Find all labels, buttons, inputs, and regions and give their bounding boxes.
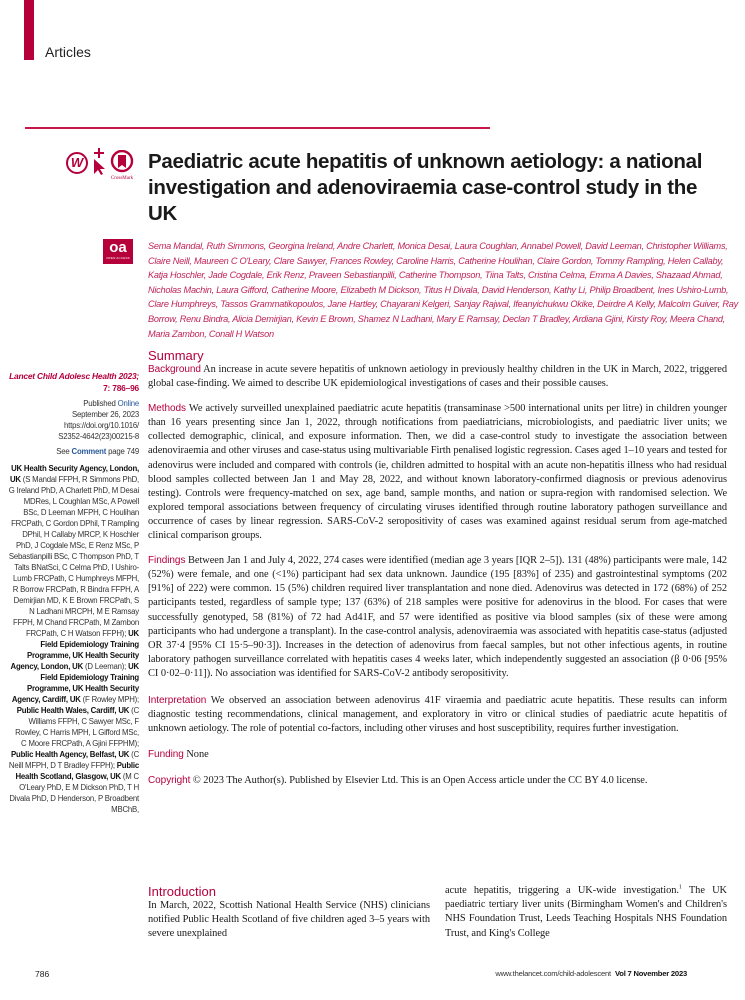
methods-text: We actively surveilled unexplained paediatric acute hepatitis (transaminase >500 international units per litre) in children younger than 16 years presenting since Jan 1, 2022, through notifications from paediatricians, microbiologists, and paediatric liver units; we collected demographic, clinical, and exposure information. Then, we did a case-control study to investigate the association between adenoviraemia and other viruses and case-status using multivariable Firth penalised logistic regression. Cases aged 1–10 years and tested for adenovirus were included and compared with controls (ie, children admitted to hospital with an acute non-hepatitis illness who had residual blood samples collected between Jan 1 and May 28, 2022, and without known laboratory-confirmed diagnosis or previous adenovirus testing). Controls were frequency-matched on sex, age band, sample months, and nation or supra-region with randomised selection. We explored temporal associations between frequency of circulating viruses identified through routine laboratory pathogen surveillance and occurrence of cases by linear regression. SARS-CoV-2 seropositivity of cases was examined against residual serum from age-matched clinical comparison groups. bbox=[148, 403, 727, 542]
article-title: Paediatric acute hepatitis of unknown aetiology: a national investigation and adenoviraemia case-control study in the UK bbox=[148, 150, 703, 225]
doi-link[interactable] bbox=[8, 420, 139, 442]
summary-copyright bbox=[148, 774, 727, 788]
page-number: 786 bbox=[35, 969, 50, 979]
affiliation-people: (C Neill MFPH, D T Bradley FFPH); bbox=[8, 750, 139, 770]
crossmark-icon[interactable] bbox=[110, 150, 134, 180]
published-date: September 26, 2023 bbox=[71, 410, 139, 419]
affiliation-people: (S Mandal FFPH, R Simmons PhD, G Ireland PhD, A Charlett PhD, M Desai MDRes, L Coughlan MSc, A Powell BSc, D Leeman MFPH, C Houlihan FRCPath, C Gordon DPhil, T Rampling DPhil, H Callaby MRCP, K Hoschler PhD, J Cogdale MSc, E Renz MSc, P Sebastianpilli BSc, C Thompson PhD, T Talts BNatSci, C Celma PhD, I Ushiro-Lumb FRCPath, C Humphreys MFPH, R Borrow FRCPath, R Bindra FFPH, A Demirjian MD, K E Brown FRCPath, S N Ladhani MRCPH, M E Ramsay FFPH, M Chand FRCPath, M Zambon FRCPath, C H Watson FFPH); bbox=[8, 475, 139, 638]
affiliation-org: Public Health Agency, Belfast, UK bbox=[11, 750, 130, 759]
section-accent-bar bbox=[24, 0, 34, 60]
publication-info bbox=[8, 398, 139, 442]
published-prefix: Published bbox=[83, 399, 118, 408]
author-list: Sema Mandal, Ruth Simmons, Georgina Ireland, Andre Charlett, Monica Desai, Laura Coughlan, Annabel Powell, David Leeman, Christopher Williams, Claire Neill, Maureen C O'Leary, Clare Sawyer, Frances Rowley, Caroline Harris, Catherine Houlihan, Claire Gordon, Tommy Rampling, Helen Callaby, Katja Hoschler, Jade Cogdale, Erik Renz, Praveen Sebastianpilli, Catherine Thompson, Tiina Talts, Cristina Celma, Emma A Davies, Shazaad Ahmad, Nicholas Machin, Laura Gifford, Catherine Moore, Elizabeth M Dickson, Titus H Divala, David Henderson, Kathy Li, Philip Broadbent, Ines Ushiro-Lumb, Clare Humphreys, Tassos Grammatikopoulos, Jane Hartley, Chayarani Kelgeri, Sanjay Rajwal, Ifeanyichukwu Okike, Deirdre A Kelly, Malcolm Guiver, Ray Borrow, Renu Bindra, Alicia Demirjian, Kevin E Brown, Shamez N Ladhani, Mary E Ramsay, Declan T Bradley, Ardiana Gjini, Kirsty Roy, Meera Chand, Maria Zambon, Conall H Watson bbox=[148, 241, 738, 339]
findings-label: Findings bbox=[148, 555, 186, 567]
funding-text: None bbox=[183, 749, 209, 761]
affiliation-org: UK Field Epidemiology Training Programme, UK Health Security Agency, London, UK bbox=[10, 629, 139, 671]
oa-sublabel: OPEN ACCESS bbox=[106, 256, 130, 260]
svg-text:CrossMark: CrossMark bbox=[110, 176, 134, 180]
affiliations bbox=[8, 463, 139, 815]
header-divider bbox=[25, 127, 490, 129]
introduction-section bbox=[148, 884, 727, 942]
funding-label: Funding bbox=[148, 749, 184, 761]
reference-link[interactable]: 1 bbox=[678, 884, 682, 891]
journal-citation bbox=[8, 370, 139, 394]
footer-journal-info bbox=[495, 969, 687, 978]
intro-column-2 bbox=[445, 884, 727, 942]
see-comment bbox=[8, 446, 139, 457]
intro-text-b: The UK paediatric tertiary liver units (Birmingham Women's and Children's NHS Foundation Trust, Leeds Teaching Hospitals NHS Foundation Trust, and King's College bbox=[445, 885, 728, 939]
affiliation-org: Public Health Scotland, Glasgow, UK bbox=[15, 761, 139, 781]
summary-findings bbox=[148, 554, 727, 681]
intro-paragraph-1: In March, 2022, Scottish National Health Service (NHS) clinicians notified Public Health Scotland of five children aged 3–5 years with severe unexplained bbox=[148, 900, 430, 940]
journal-volume-pages: 7: 786–96 bbox=[103, 383, 139, 393]
article-icons bbox=[66, 148, 136, 182]
introduction-heading: Introduction bbox=[148, 884, 216, 899]
w-comment-icon[interactable]: W bbox=[66, 152, 88, 174]
affiliation-people: (D Leeman); bbox=[83, 662, 129, 671]
intro-text-a: acute hepatitis, triggering a UK-wide investigation. bbox=[445, 885, 679, 896]
background-label: Background bbox=[148, 364, 201, 375]
journal-url[interactable]: www.thelancet.com/child-adolescent bbox=[495, 969, 611, 978]
published-line bbox=[8, 398, 139, 409]
section-label: Articles bbox=[45, 44, 91, 60]
intro-column-1 bbox=[148, 884, 430, 942]
affiliation-org: UK Field Epidemiology Training Programme, UK Health Security Agency, Cardiff, UK bbox=[11, 662, 139, 704]
open-access-icon bbox=[103, 239, 133, 264]
findings-text: Between Jan 1 and July 4, 2022, 274 cases were identified (median age 3 years [IQR 2–5]). 131 (48%) participants were male, 142 (52%) were female, and one (<1%) participant had sex data unknown. Jaundice (195 [83%] of 235) and gastrointestinal symptoms (202 [91%] of 222) were common. 15 (5%) children required liver transplantation and none died. Adenovirus was detected in 172 (68%) of 252 participants tested, regardless of sample type; 137 (63%) of 218 samples were positive for adenovirus in the blood. For cases that were successfully genotyped, 58 (81%) of 72 had Ad41F, and 57 were identified as positive via blood samples (six of these were among participants who had undergone a transplant). In the case-control analysis, adenoviraemia was associated with hepatitis case-status (adjusted OR 37·4 [95% CI 15·5–90·3]). Increases in the detection of adenovirus from faecal samples, but not other infectious agents, in routine laboratory pathogen surveillance correlated with hepatitis cases 4 weeks later, which independently suggested an association (β 0·06 [95% CI 0·02–0·11]). No association was identified for SARS-CoV-2 antibody seropositivity. bbox=[148, 555, 727, 679]
intro-paragraph-2 bbox=[445, 884, 727, 941]
see-suffix: page 749 bbox=[106, 447, 139, 456]
affiliation-people: (F Rowley MPH); bbox=[80, 695, 139, 704]
cursor-plus-icon[interactable] bbox=[91, 148, 107, 176]
interpretation-label: Interpretation bbox=[148, 694, 207, 706]
published-online-link[interactable]: Online bbox=[117, 399, 139, 408]
summary-interpretation bbox=[148, 694, 727, 736]
volume-issue: Vol 7 November 2023 bbox=[614, 969, 687, 978]
interpretation-text: We observed an association between adenovirus 41F viraemia and paediatric acute hepatitis. These results can inform diagnostic testing recommendations, clinical management, and exploratory in vitro or clinical studies of paediatric acute hepatitis of unknown aetiology. The role of potential co-factors, including other viruses and host susceptibility, requires further investigation. bbox=[148, 694, 727, 735]
affiliation-people: (C Williams FFPH, C Sawyer MSc, F Rowley, C Harris MPH, L Gifford MSc, C Moore FRCPath, A Gjini FFPHM); bbox=[15, 706, 139, 748]
summary-section bbox=[148, 349, 727, 788]
copyright-text: © 2023 The Author(s). Published by Elsevier Ltd. This is an Open Access article under the CC BY 4.0 license. bbox=[190, 775, 648, 787]
copyright-label: Copyright bbox=[148, 775, 191, 787]
doi-line-1[interactable]: https://doi.org/10.1016/ bbox=[64, 421, 139, 430]
article-sidebar bbox=[8, 370, 139, 815]
affiliation-org: UK Health Security Agency, London, UK bbox=[9, 464, 139, 484]
background-text: An increase in acute severe hepatitis of unknown aetiology in previously healthy children in the UK in March, 2022, triggered global case-finding. We aimed to describe UK epidemiological investigations of cases and their possible causes. bbox=[148, 364, 727, 390]
see-prefix: See bbox=[56, 447, 72, 456]
comment-link[interactable]: Comment bbox=[71, 447, 107, 456]
doi-line-2[interactable]: S2352-4642(23)00215-8 bbox=[58, 432, 139, 441]
summary-methods bbox=[148, 402, 727, 543]
methods-label: Methods bbox=[148, 403, 187, 415]
affiliation-org: Public Health Wales, Cardiff, UK bbox=[16, 706, 130, 715]
journal-name: Lancet Child Adolesc Health 2023; bbox=[9, 371, 139, 381]
summary-heading: Summary bbox=[148, 348, 204, 363]
summary-background bbox=[148, 363, 727, 391]
oa-label: oa bbox=[109, 239, 127, 256]
summary-funding bbox=[148, 748, 727, 762]
affiliation-people: (M C O'Leary PhD, E M Dickson PhD, T H Divala PhD, D Henderson, P Broadbent MBChB, bbox=[9, 772, 139, 814]
